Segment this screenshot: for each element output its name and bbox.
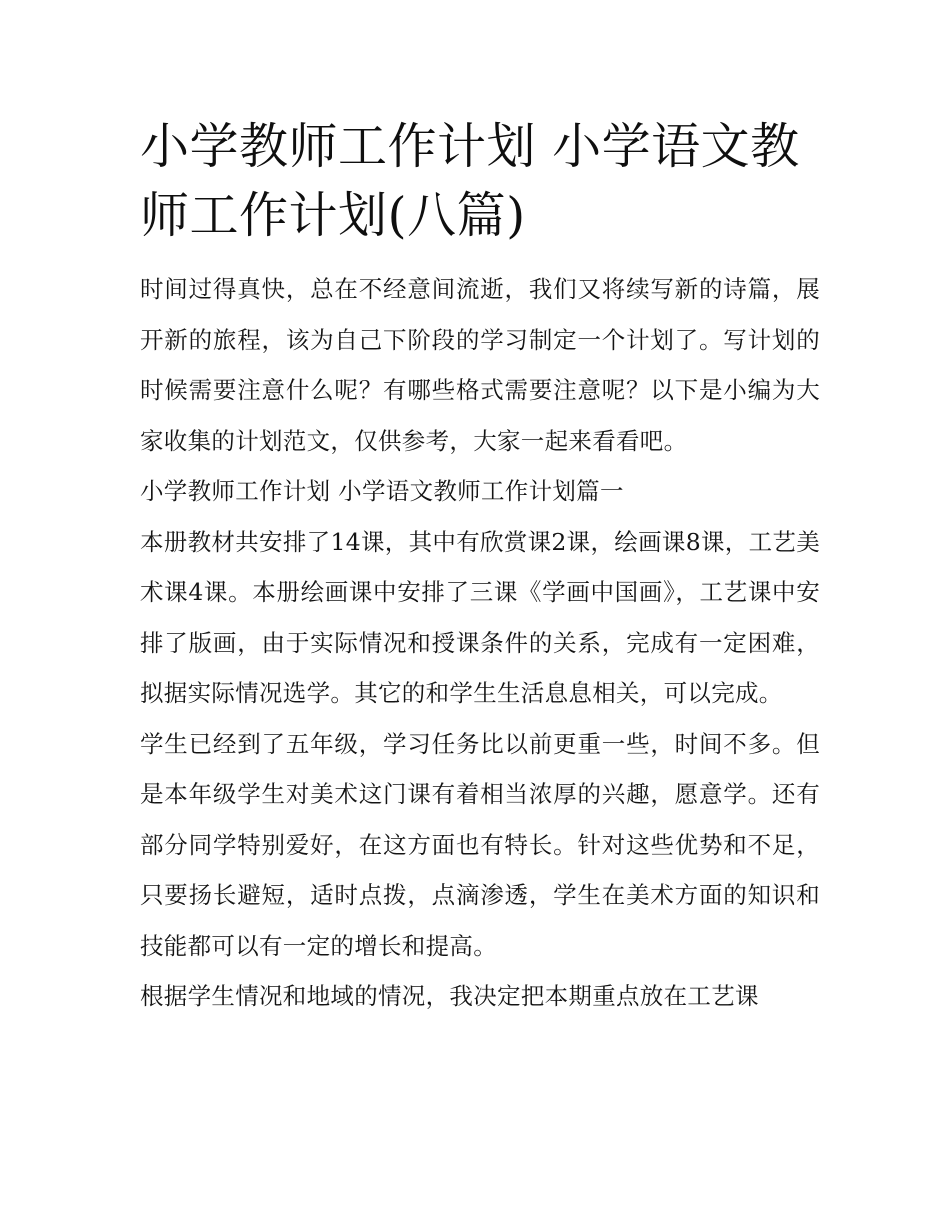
focus-paragraph: 根据学生情况和地域的情况，我决定把本期重点放在工艺课 (140, 982, 759, 1010)
section-heading: 小学教师工作计划 小学语文教师工作计划篇一 (140, 477, 624, 505)
document-title: 小学教师工作计划 小学语文教师工作计划(八篇) (140, 118, 800, 244)
textbook-paragraph: 本册教材共安排了14课，其中有欣赏课2课，绘画课8课，工艺美术课4课。本册绘画课中安排了三课《学画中国画》，工艺课中安排了版画，由于实际情况和授课条件的关系，完成有一定困难，拟据实际情况选学。其它的和学生生活息息相关，可以完成。 (140, 527, 820, 707)
document-body (140, 112, 820, 1022)
students-paragraph: 学生已经到了五年级，学习任务比以前更重一些，时间不多。但是本年级学生对美术这门课有着相当浓厚的兴趣，愿意学。还有部分同学特别爱好，在这方面也有特长。针对这些优势和不足，只要扬长避短，适时点拨，点滴渗透，学生在美术方面的知识和技能都可以有一定的增长和提高。 (140, 729, 820, 960)
intro-paragraph: 时间过得真快，总在不经意间流逝，我们又将续写新的诗篇，展开新的旅程，该为自己下阶段的学习制定一个计划了。写计划的时候需要注意什么呢？有哪些格式需要注意呢？以下是小编为大家收集的计划范文，仅供参考，大家一起来看看吧。 (140, 275, 820, 455)
